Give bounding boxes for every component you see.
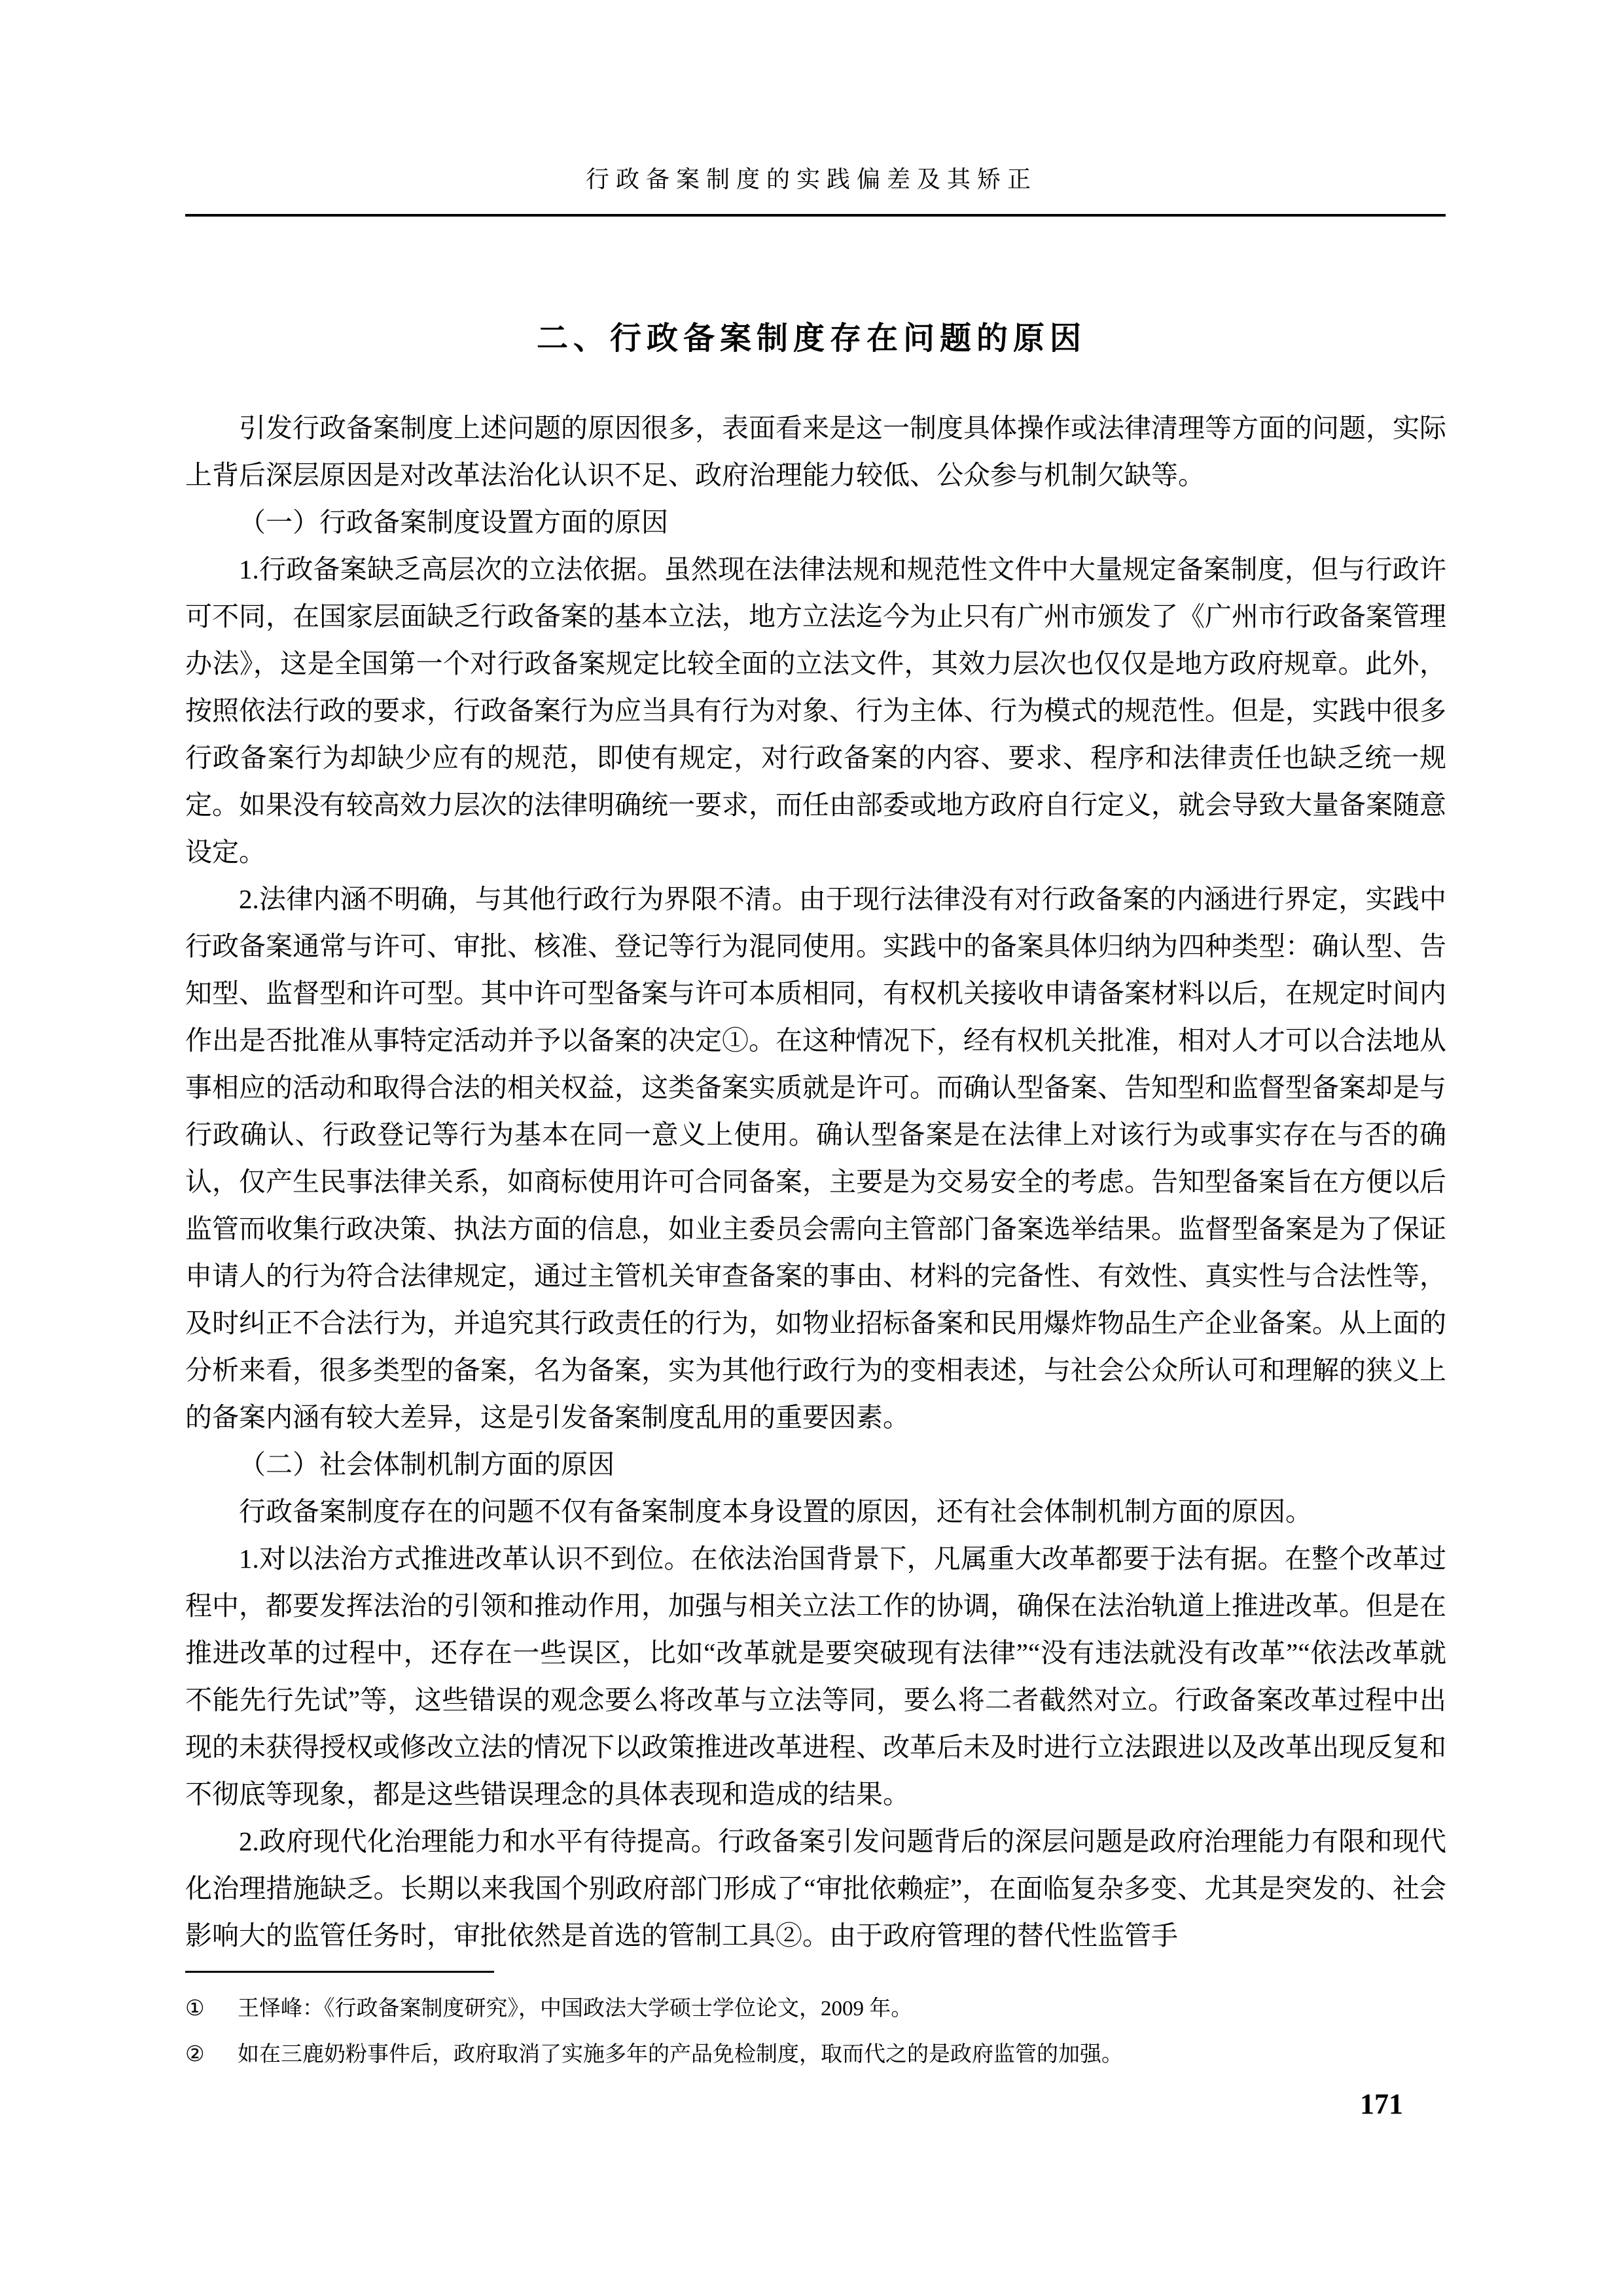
page-number: 171: [1360, 2088, 1403, 2120]
paragraph-legislative-basis: 1.行政备案缺乏高层次的立法依据。虽然现在法律法规和规范性文件中大量规定备案制度，但与行政许可不同，在国家层面缺乏行政备案的基本立法，地方立法迄今为止只有广州市颁发了《广州市行政备案管理办法》，这是全国第一个对行政备案规定比较全面的立法文件，其效力层次也仅仅是地方政府规章。此外，按照依法行政的要求，行政备案行为应当具有行为对象、行为主体、行为模式的规范性。但是，实践中很多行政备案行为却缺少应有的规范，即使有规定，对行政备案的内容、要求、程序和法律责任也缺乏统一规定。如果没有较高效力层次的法律明确统一要求，而任由部委或地方政府自行定义，就会导致大量备案随意设定。: [185, 554, 1446, 867]
footnote-2: [185, 2038, 1446, 2071]
header-rule: [185, 214, 1446, 217]
running-head: 行政备案制度的实践偏差及其矫正: [585, 166, 1037, 192]
paragraph-rule-of-law: 1.对以法治方式推进改革认识不到位。在依法治国背景下，凡属重大改革都要于法有据。在整个改革过程中，都要发挥法治的引领和推动作用，加强与相关立法工作的协调，确保在法治轨道上推进改革。但是在推进改革的过程中，还存在一些误区，比如“改革就是要突破现有法律”“没有违法就没有改革”“依法改革就不能先行先试”等，这些错误的观念要么将改革与立法等同，要么将二者截然对立。行政备案改革过程中出现的未获得授权或修改立法的情况下以政策推进改革进程、改革后未及时进行立法跟进以及改革出现反复和不彻底等现象，都是这些错误理念的具体表现和造成的结果。: [185, 1544, 1446, 1809]
paragraph-legal-connotation: 2.法律内涵不明确，与其他行政行为界限不清。由于现行法律没有对行政备案的内涵进行界定，实践中行政备案通常与许可、审批、核准、登记等行为混同使用。实践中的备案具体归纳为四种类型：确认型、告知型、监督型和许可型。其中许可型备案与许可本质相同，有权机关接收申请备案材料以后，在规定时间内作出是否批准从事特定活动并予以备案的决定①。在这种情况下，经有权机关批准，相对人才可以合法地从事相应的活动和取得合法的相关权益，这类备案实质就是许可。而确认型备案、告知型和监督型备案却是与行政确认、行政登记等行为基本在同一意义上使用。确认型备案是在法律上对该行为或事实存在与否的确认，仅产生民事法律关系，如商标使用许可合同备案，主要是为交易安全的考虑。告知型备案旨在方便以后监管而收集行政决策、执法方面的信息，如业主委员会需向主管部门备案选举结果。监督型备案是为了保证申请人的行为符合法律规定，通过主管机关审查备案的事由、材料的完备性、有效性、真实性与合法性等，及时纠正不合法行为，并追究其行政责任的行为，如物业招标备案和民用爆炸物品生产企业备案。从上面的分析来看，很多类型的备案，名为备案，实为其他行政行为的变相表述，与社会公众所认可和理解的狭义上的备案内涵有较大差异，这是引发备案制度乱用的重要因素。: [185, 884, 1446, 1432]
subheading-one: （一）行政备案制度设置方面的原因: [239, 507, 668, 537]
footnote-2-marker: ②: [185, 2043, 205, 2066]
footnote-section: [185, 1971, 1446, 2084]
paragraph-intro: 引发行政备案制度上述问题的原因很多，表面看来是这一制度具体操作或法律清理等方面的问题，实际上背后深层原因是对改革法治化认识不足、政府治理能力较低、公众参与机制欠缺等。: [185, 413, 1446, 490]
section-title: 二、行政备案制度存在问题的原因: [536, 321, 1086, 356]
subheading-two: （二）社会体制机制方面的原因: [239, 1449, 615, 1479]
paragraph-system-reason: 行政备案制度存在的问题不仅有备案制度本身设置的原因，还有社会体制机制方面的原因。: [239, 1496, 1312, 1527]
footnote-divider: [185, 1971, 494, 1973]
footnote-2-text: 如在三鹿奶粉事件后，政府取消了实施多年的产品免检制度，取而代之的是政府监管的加强。: [238, 2043, 1123, 2066]
footnote-1-text: 王怿峰：《行政备案制度研究》，中国政法大学硕士学位论文，2009 年。: [238, 1997, 913, 2021]
paragraph-governance-capacity: 2.政府现代化治理能力和水平有待提高。行政备案引发问题背后的深层问题是政府治理能力有限和现代化治理措施缺乏。长期以来我国个别政府部门形成了“审批依赖症”，在面临复杂多变、尤其是突发的、社会影响大的监管任务时，审批依然是首选的管制工具②。由于政府管理的替代性监管手: [185, 1826, 1446, 1951]
footnote-1: [185, 1992, 1446, 2025]
article-body: [185, 404, 1446, 1959]
footnote-1-marker: ①: [185, 1997, 205, 2021]
